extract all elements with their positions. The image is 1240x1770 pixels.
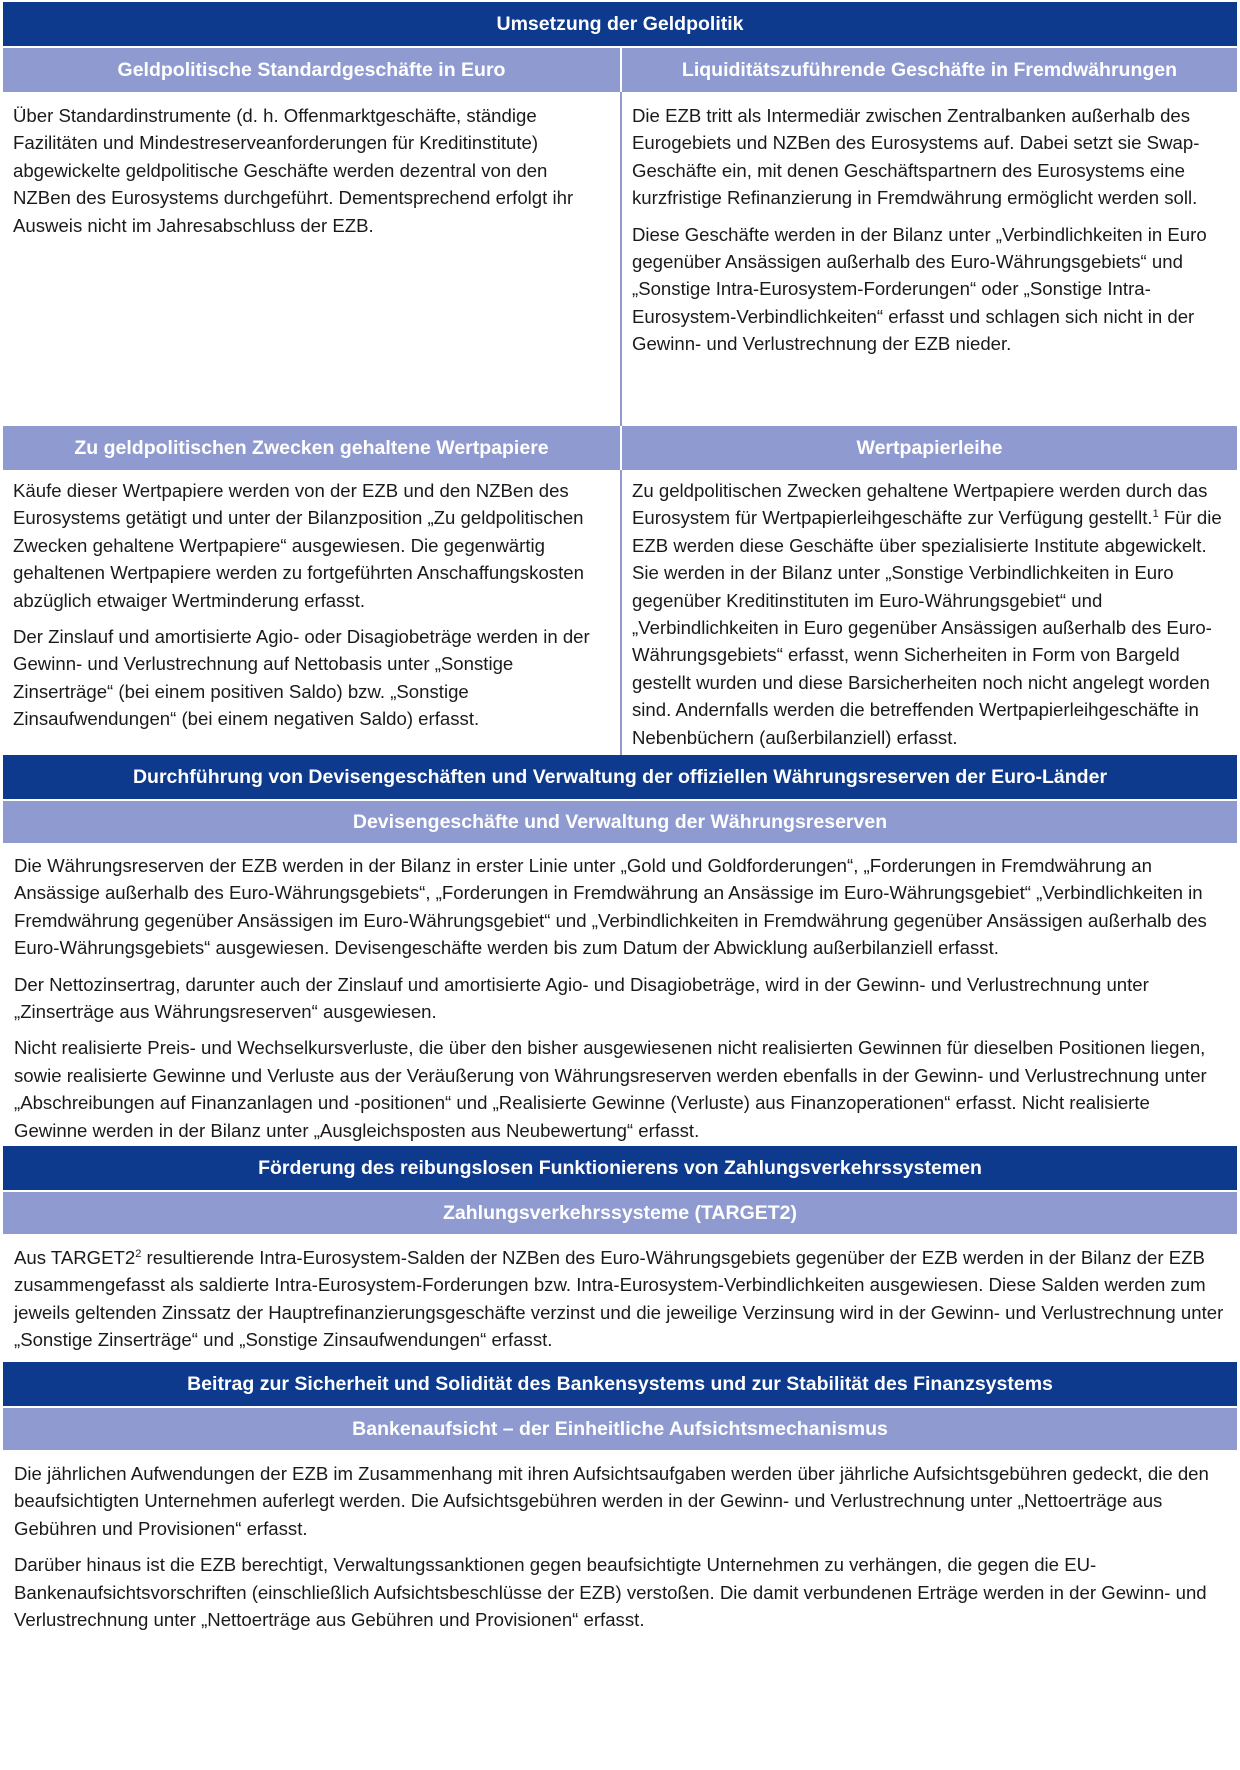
section-title-foreign-reserves: Durchführung von Devisengeschäften und Verwaltung der offiziellen Währungsreserven der Euro-Länder xyxy=(3,755,1237,799)
paragraph: Darüber hinaus ist die EZB berechtigt, Verwaltungssanktionen gegen beaufsichtigte Unternehmen zu verhängen, die gegen die EU-Bankenaufsichtsvorschriften (einschließlich Aufsichtsbeschlüsse der EZB) verstoßen. Die damit verbundenen Erträge werden in der Gewinn- und Verlustrechnung unter „Nettoerträge aus Gebühren und Provisionen“ erfasst. xyxy=(14,1554,1207,1631)
paragraph: Diese Geschäfte werden in der Bilanz unter „Verbindlichkeiten in Euro gegenüber Ansässigen außerhalb des Euro-Währungsgebiets“ und „Sonstige Intra-Eurosystem-Forderungen“ oder „Sonstige Intra-Eurosystem-Verbindlichkeiten“ erfasst und schlagen sich nicht in der Gewinn- und Verlustrechnung der EZB nieder. xyxy=(632,223,1207,355)
subheader-standard-operations: Geldpolitische Standardgeschäfte in Euro xyxy=(3,48,620,92)
section-2-body xyxy=(3,470,1237,755)
standard-operations-cell xyxy=(3,92,620,426)
subheader-foreign-currency-operations: Liquiditätszuführende Geschäfte in Fremdwährungen xyxy=(620,48,1237,92)
subheader-target2: Zahlungsverkehrssysteme (TARGET2) xyxy=(3,1192,1237,1234)
paragraph xyxy=(3,1244,1237,1354)
subheader-securities-held: Zu geldpolitischen Zwecken gehaltene Wertpapiere xyxy=(3,426,620,470)
target2-cell xyxy=(3,1234,1237,1362)
paragraph: Der Nettozinsertrag, darunter auch der Zinslauf und amortisierte Agio- und Disagiobeträge, wird in der Gewinn- und Verlustrechnung unter „Zinserträge aus Währungsreserven“ ausgewiesen. xyxy=(14,973,1149,1023)
paragraph xyxy=(622,477,1237,751)
text-span: Für die EZB werden diese Geschäfte über spezialisierte Institute abgewickelt. Sie werden in der Bilanz unter „Sonstige Verbindlichkeiten in Euro gegenüber Kreditinstituten im Euro-Währungsgebiet“ und „Verbindlichkeiten in Euro gegenüber Ansässigen außerhalb des Euro-Währungsgebiets“ erfasst, wenn Sicherheiten in Form von Bargeld gestellt wurden und diese Barsicherheiten noch nicht angelegt worden sind. Andernfalls werden die betreffenden Wertpapierleihgeschäfte in Nebenbüchern (außerbilanziell) erfasst. xyxy=(632,507,1222,748)
paragraph: Die EZB tritt als Intermediär zwischen Zentralbanken außerhalb des Eurogebiets und NZBen des Eurosystems auf. Dabei setzt sie Swap-Geschäfte ein, mit denen Geschäftspartnern des Eurosystems eine kurzfristige Refinanzierung in Fremdwährung ermöglicht werden soll. xyxy=(632,105,1200,209)
paragraph: Die Währungsreserven der EZB werden in der Bilanz in erster Linie unter „Gold und Goldforderungen“, „Forderungen in Fremdwährung an Ansässige außerhalb des Euro-Währungsgebiets“, „Forderungen in Fremdwährung an Ansässige im Euro-Währungsgebiet“ „Verbindlichkeiten in Fremdwährung gegenüber Ansässigen im Euro-Währungsgebiet“ und „Verbindlichkeiten in Fremdwährung gegenüber Ansässigen außerhalb des Euro-Währungsgebiets“ ausgewiesen. Devisengeschäfte werden bis zum Datum der Abwicklung außerbilanziell erfasst. xyxy=(14,855,1207,959)
text-span: resultierende Intra-Eurosystem-Salden der NZBen des Euro-Währungsgebiets gegenüber der EZB werden in der Bilanz der EZB zusammengefasst als saldierte Intra-Eurosystem-Forderungen bzw. Intra-Eurosystem-Verbindlichkeiten ausgewiesen. Diese Salden werden zum jeweils geltenden Zinssatz der Hauptrefinanzierungsgeschäfte verzinst und die jeweilige Verzinsung wird in der Gewinn- und Verlustrechnung unter „Sonstige Zinserträge“ und „Sonstige Zinsaufwendungen“ erfasst. xyxy=(14,1247,1224,1351)
text-span: Zu geldpolitischen Zwecken gehaltene Wertpapiere werden durch das Eurosystem für Wertpapierleihgeschäfte zur Verfügung gestellt. xyxy=(632,480,1208,529)
section-1-body xyxy=(3,92,1237,426)
foreign-exchange-cell xyxy=(3,843,1237,1146)
section-title-monetary-policy: Umsetzung der Geldpolitik xyxy=(3,2,1237,46)
subheader-securities-lending: Wertpapierleihe xyxy=(620,426,1237,470)
securities-held-cell xyxy=(3,470,620,755)
subheader-banking-supervision: Bankenaufsicht – der Einheitliche Aufsichtsmechanismus xyxy=(3,1408,1237,1450)
footnote-ref: 1 xyxy=(1152,508,1159,521)
paragraph: Die jährlichen Aufwendungen der EZB im Zusammenhang mit ihren Aufsichtsaufgaben werden über jährliche Aufsichtsgebühren gedeckt, die den beaufsichtigten Unternehmen auferlegt werden. Die Aufsichtsgebühren werden in der Gewinn- und Verlustrechnung unter „Nettoerträge aus Gebühren und Provisionen“ erfasst. xyxy=(14,1463,1209,1539)
paragraph: Über Standardinstrumente (d. h. Offenmarktgeschäfte, ständige Fazilitäten und Mindestreserveanforderungen für Kreditinstitute) abgewickelte geldpolitische Geschäfte werden dezentral von den NZBen des Eurosystems durchgeführt. Dementsprechend erfolgt ihr Ausweis nicht im Jahresabschluss der EZB. xyxy=(13,105,574,236)
section-title-banking-stability: Beitrag zur Sicherheit und Solidität des Bankensystems und zur Stabilität des Finanzsystems xyxy=(3,1362,1237,1406)
section-1-subheaders xyxy=(3,48,1237,92)
footnote-ref: 2 xyxy=(135,1247,142,1260)
banking-supervision-cell xyxy=(3,1450,1237,1633)
foreign-currency-operations-cell xyxy=(620,92,1237,426)
text-span: Aus TARGET2 xyxy=(14,1247,136,1268)
paragraph: Der Zinslauf und amortisierte Agio- oder Disagiobeträge werden in der Gewinn- und Verlustrechnung auf Nettobasis unter „Sonstige Zinserträge“ (bei einem positiven Saldo) bzw. „Sonstige Zinsaufwendungen“ (bei einem negativen Saldo) erfasst. xyxy=(13,626,590,730)
paragraph: Käufe dieser Wertpapiere werden von der EZB und den NZBen des Eurosystems getätigt und unter der Bilanzposition „Zu geldpolitischen Zwecken gehaltene Wertpapiere“ ausgewiesen. Die gegenwärtig gehaltenen Wertpapiere werden zu fortgeführten Anschaffungskosten abzüglich etwaiger Wertminderung erfasst. xyxy=(13,480,584,611)
section-2-subheaders xyxy=(3,426,1237,470)
subheader-foreign-exchange: Devisengeschäfte und Verwaltung der Währungsreserven xyxy=(3,801,1237,843)
paragraph: Nicht realisierte Preis- und Wechselkursverluste, die über den bisher ausgewiesenen nicht realisierten Gewinnen für dieselben Positionen liegen, sowie realisierte Gewinne und Verluste aus der Veräußerung von Währungsreserven werden ebenfalls in der Gewinn- und Verlustrechnung unter „Abschreibungen auf Finanzanlagen und -positionen“ und „Realisierte Gewinne (Verluste) aus Finanzoperationen“ erfasst. Nicht realisierte Gewinne werden in der Bilanz unter „Ausgleichsposten aus Neubewertung“ erfasst. xyxy=(14,1037,1207,1141)
securities-lending-cell xyxy=(620,470,1237,755)
ecb-activities-table xyxy=(3,2,1237,1633)
section-title-payment-systems: Förderung des reibungslosen Funktionierens von Zahlungsverkehrssystemen xyxy=(3,1146,1237,1190)
